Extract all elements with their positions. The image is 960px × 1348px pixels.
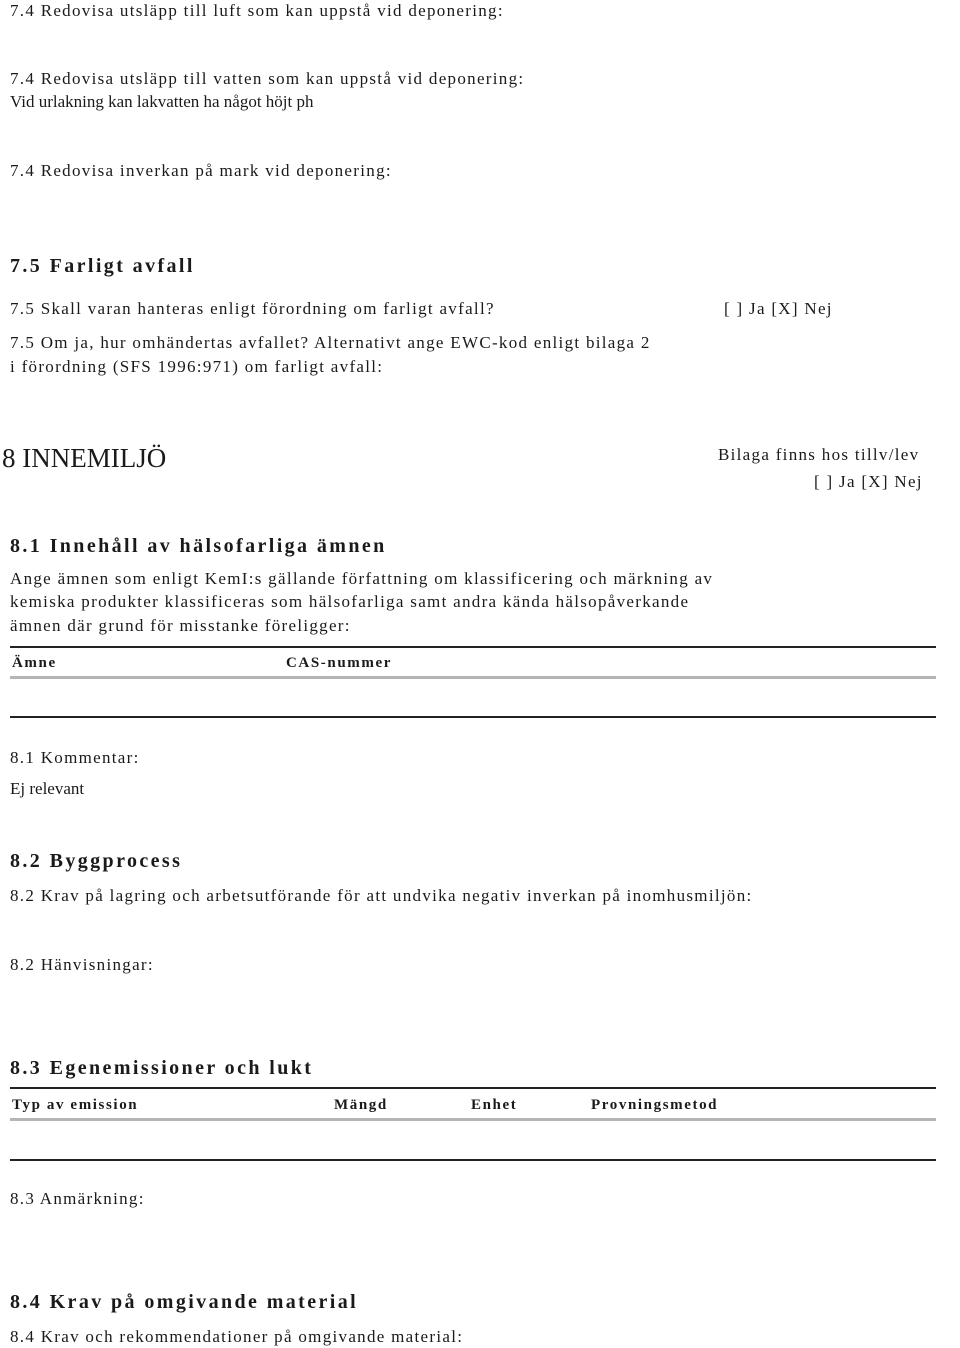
emissions-header-unit: Enhet bbox=[471, 1097, 518, 1113]
emissions-header-method: Provningsmetod bbox=[591, 1097, 719, 1113]
hazardous-waste-question: 7.5 Skall varan hanteras enligt förordning om farligt avfall? bbox=[10, 299, 495, 318]
section-heading-hazardous-substances: 8.1 Innehåll av hälsofarliga ämnen bbox=[10, 535, 387, 557]
substances-intro-line-3: ämnen där grund för misstanke föreligger: bbox=[10, 616, 351, 635]
emission-water-label: 7.4 Redovisa utsläpp till vatten som kan uppstå vid deponering: bbox=[10, 69, 525, 88]
emissions-table-header-rule bbox=[10, 1118, 936, 1121]
attachment-answer: [ ] Ja [X] Nej bbox=[814, 472, 923, 491]
substances-comment-label: 8.1 Kommentar: bbox=[10, 748, 140, 767]
substances-table-top-rule bbox=[10, 646, 936, 648]
section-heading-hazardous-waste: 7.5 Farligt avfall bbox=[10, 255, 195, 277]
substances-header-cas: CAS-nummer bbox=[286, 655, 392, 671]
waste-handling-line-2: i förordning (SFS 1996:971) om farligt avfall: bbox=[10, 357, 384, 376]
emissions-remark-label: 8.3 Anmärkning: bbox=[10, 1189, 145, 1208]
substances-table-header-rule bbox=[10, 676, 936, 679]
substances-comment-value: Ej relevant bbox=[10, 779, 85, 798]
ground-impact-label: 7.4 Redovisa inverkan på mark vid deponering: bbox=[10, 161, 392, 180]
substances-intro-line-1: Ange ämnen som enligt KemI:s gällande författning om klassificering och märkning av bbox=[10, 569, 714, 588]
emission-air-label: 7.4 Redovisa utsläpp till luft som kan uppstå vid deponering: bbox=[10, 1, 504, 20]
hazardous-waste-answer: [ ] Ja [X] Nej bbox=[724, 299, 833, 318]
build-process-requirements-label: 8.2 Krav på lagring och arbetsutförande för att undvika negativ inverkan på inomhusmiljön: bbox=[10, 886, 753, 905]
emissions-header-amount: Mängd bbox=[334, 1097, 388, 1113]
substances-header-substance: Ämne bbox=[12, 655, 57, 671]
attachment-label: Bilaga finns hos tillv/lev bbox=[718, 445, 920, 464]
emissions-table-bottom-rule bbox=[10, 1159, 936, 1161]
build-process-references-label: 8.2 Hänvisningar: bbox=[10, 955, 154, 974]
emission-water-value: Vid urlakning kan lakvatten ha något höjt ph bbox=[10, 92, 314, 111]
substances-table-bottom-rule bbox=[10, 716, 936, 718]
waste-handling-line-1: 7.5 Om ja, hur omhändertas avfallet? Alternativt ange EWC-kod enligt bilaga 2 bbox=[10, 333, 651, 352]
emissions-header-type: Typ av emission bbox=[12, 1097, 139, 1113]
section-heading-emissions: 8.3 Egenemissioner och lukt bbox=[10, 1057, 314, 1079]
section-title-indoor-environment: 8 INNEMILJÖ bbox=[2, 443, 167, 473]
section-heading-surrounding-materials: 8.4 Krav på omgivande material bbox=[10, 1291, 359, 1313]
surrounding-materials-label: 8.4 Krav och rekommendationer på omgivande material: bbox=[10, 1327, 464, 1346]
emissions-table-top-rule bbox=[10, 1087, 936, 1089]
section-heading-build-process: 8.2 Byggprocess bbox=[10, 850, 183, 872]
substances-intro-line-2: kemiska produkter klassificeras som hälsofarliga samt andra kända hälsopåverkande bbox=[10, 592, 690, 611]
